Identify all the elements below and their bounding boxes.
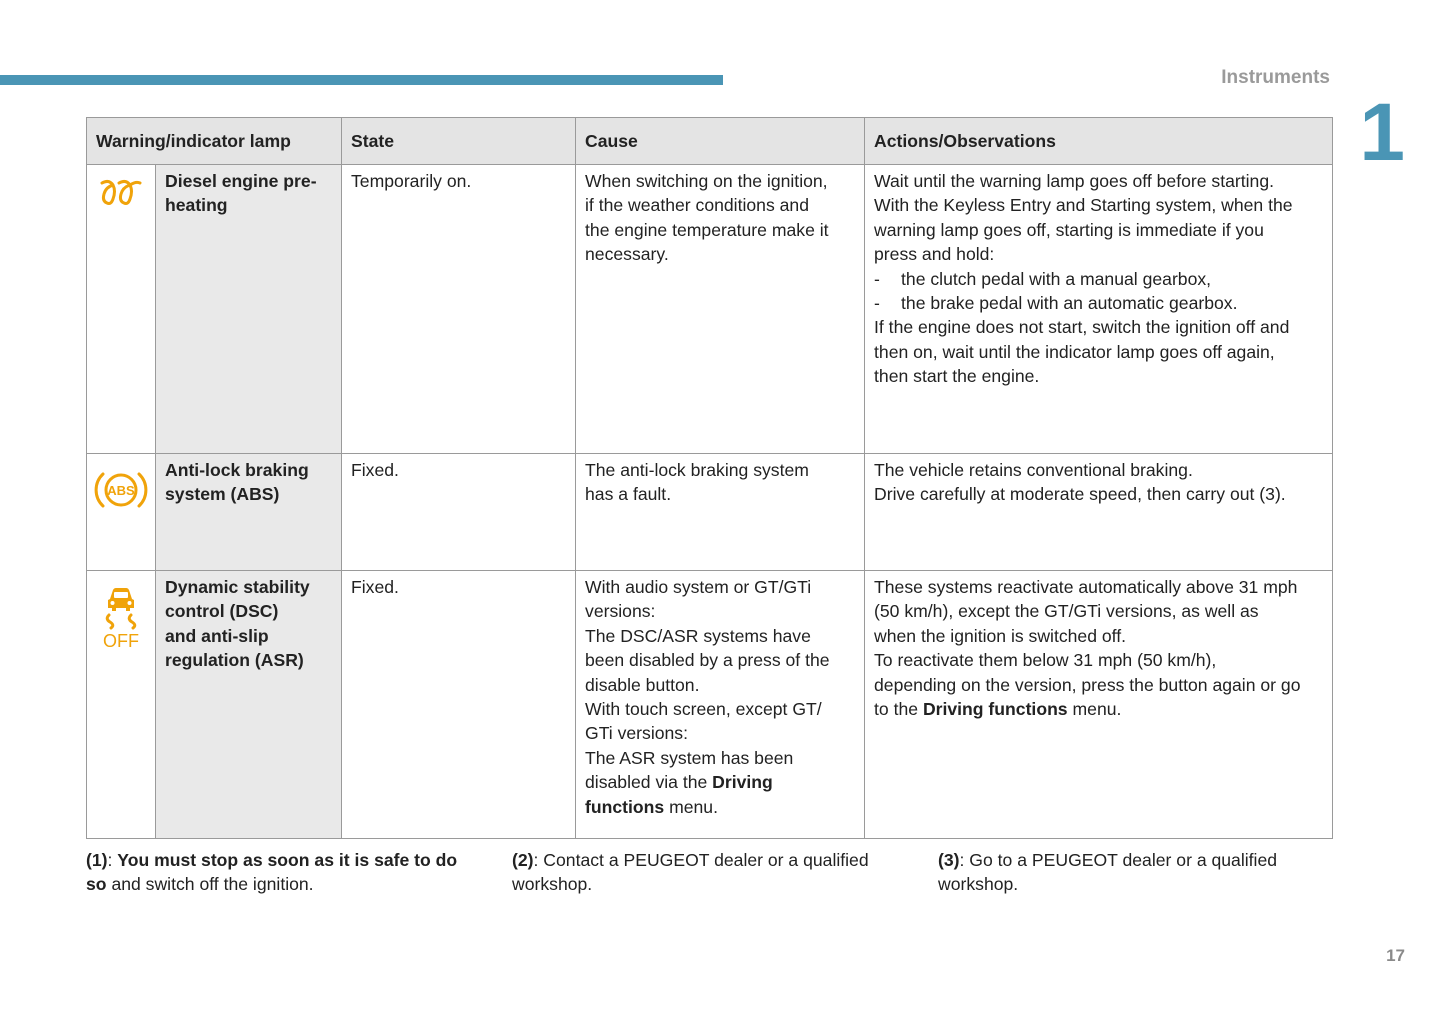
cause-line: The ASR system has been [585, 747, 794, 768]
name-line: control (DSC) [165, 601, 279, 622]
footnote-3 [938, 848, 1332, 897]
bullet-dash: - [874, 268, 880, 289]
lamp-name [156, 165, 342, 454]
section-title: Instruments [1221, 67, 1330, 88]
lamp-name [156, 454, 342, 571]
off-label: OFF [103, 631, 139, 649]
warning-lamps-table [86, 117, 1333, 839]
actions-line: To reactivate them below 31 mph (50 km/h), [874, 650, 1217, 671]
header-cause: Cause [576, 118, 865, 165]
cause-text: menu. [669, 796, 718, 817]
state-cell: Fixed. [342, 454, 576, 571]
cause-text: disabled via the [585, 772, 708, 793]
footnote-text: workshop. [938, 874, 1019, 895]
bullet-dash: - [874, 293, 880, 314]
footnote-ref: (3) [938, 850, 960, 870]
footnote-ref: (1) [86, 850, 108, 870]
actions-cell [865, 165, 1333, 454]
cause-cell [576, 165, 865, 454]
icon-cell [87, 165, 156, 454]
actions-line: press and hold: [874, 244, 995, 265]
icon-cell [87, 454, 156, 571]
actions-line: (50 km/h), except the GT/GTi versions, as well as [874, 601, 1259, 622]
cause-line: With audio system or GT/GTi [585, 577, 812, 597]
header-state: State [342, 118, 576, 165]
header-actions: Actions/Observations [865, 118, 1333, 165]
table-row [87, 571, 1333, 839]
actions-line: The vehicle retains conventional braking. [874, 460, 1193, 480]
actions-cell [865, 571, 1333, 839]
name-line: system (ABS) [165, 484, 280, 505]
cause-line [585, 795, 855, 819]
name-line: Anti-lock braking [165, 460, 309, 480]
footnote-1 [86, 848, 486, 897]
cause-line: necessary. [585, 244, 669, 265]
cause-line: been disabled by a press of the [585, 650, 830, 671]
page-number: 17 [1386, 946, 1405, 965]
driving-functions-term: functions [585, 796, 665, 817]
actions-text: menu. [1072, 699, 1122, 720]
cause-cell [576, 571, 865, 839]
cause-cell [576, 454, 865, 571]
footnote-text: Go to a PEUGEOT dealer or a qualified [969, 850, 1278, 870]
actions-line: Wait until the warning lamp goes off before starting. [874, 171, 1274, 191]
cause-line: With touch screen, except GT/ [585, 699, 822, 720]
cause-line: GTi versions: [585, 723, 688, 744]
name-line: regulation (ASR) [165, 650, 304, 671]
abs-icon [91, 466, 151, 514]
bullet-item [874, 291, 1323, 315]
icon-cell [87, 571, 156, 839]
state-cell: Temporarily on. [342, 165, 576, 454]
actions-line: depending on the version, press the button again or go [874, 674, 1301, 695]
diesel-preheat-coil-icon [99, 177, 143, 207]
cause-line: When switching on the ignition, [585, 171, 828, 191]
lamp-name [156, 571, 342, 839]
actions-line: warning lamp goes off, starting is immediate if you [874, 219, 1264, 240]
actions-line: These systems reactivate automatically above 31 mph [874, 577, 1298, 597]
actions-text: to the [874, 699, 919, 720]
footnote-text: You must stop as soon as it is safe to do [117, 850, 458, 870]
actions-line: when the ignition is switched off. [874, 625, 1127, 646]
cause-line: The DSC/ASR systems have [585, 625, 811, 646]
footnote-sep: : [107, 850, 113, 870]
footnote-ref: (2) [512, 850, 534, 870]
actions-line: With the Keyless Entry and Starting system, when the [874, 195, 1293, 216]
footnote-sep: : [533, 850, 539, 870]
chapter-number: 1 [1359, 87, 1405, 178]
cause-line: disable button. [585, 674, 700, 695]
name-line: Diesel engine pre- [165, 171, 317, 191]
footnote-text: so [86, 874, 107, 895]
header-accent-bar [0, 75, 723, 85]
header-lamp: Warning/indicator lamp [87, 118, 342, 165]
footnote-text: and switch off the ignition. [111, 874, 314, 895]
name-line: and anti-slip [165, 625, 269, 646]
actions-line [874, 697, 1323, 721]
actions-line: then on, wait until the indicator lamp goes off again, [874, 341, 1275, 362]
footnote-text: Contact a PEUGEOT dealer or a qualified [543, 850, 869, 870]
name-line: Dynamic stability [165, 577, 310, 597]
table-row [87, 454, 1333, 571]
cause-line: versions: [585, 601, 656, 622]
footnote-text: workshop. [512, 874, 593, 895]
cause-line: has a fault. [585, 484, 672, 505]
dsc-off-icon [99, 583, 143, 649]
cause-line: if the weather conditions and [585, 195, 809, 216]
bullet-item [874, 267, 1323, 291]
table-row [87, 165, 1333, 454]
driving-functions-term: Driving functions [922, 699, 1068, 720]
name-line: heating [165, 195, 228, 216]
actions-line: If the engine does not start, switch the ignition off and [874, 317, 1290, 338]
actions-line: Drive carefully at moderate speed, then carry out (3). [874, 484, 1286, 505]
table-header-row [87, 118, 1333, 165]
actions-line: then start the engine. [874, 366, 1040, 387]
bullet-text: the brake pedal with an automatic gearbox. [901, 293, 1238, 314]
cause-line: The anti-lock braking system [585, 460, 809, 480]
bullet-text: the clutch pedal with a manual gearbox, [901, 268, 1212, 289]
driving-functions-term: Driving [712, 772, 773, 793]
actions-cell [865, 454, 1333, 571]
cause-line [585, 770, 855, 794]
cause-line: the engine temperature make it [585, 219, 829, 240]
footnote-2 [512, 848, 912, 897]
abs-icon-text: ABS [107, 483, 135, 498]
footnote-sep: : [959, 850, 965, 870]
state-cell: Fixed. [342, 571, 576, 839]
